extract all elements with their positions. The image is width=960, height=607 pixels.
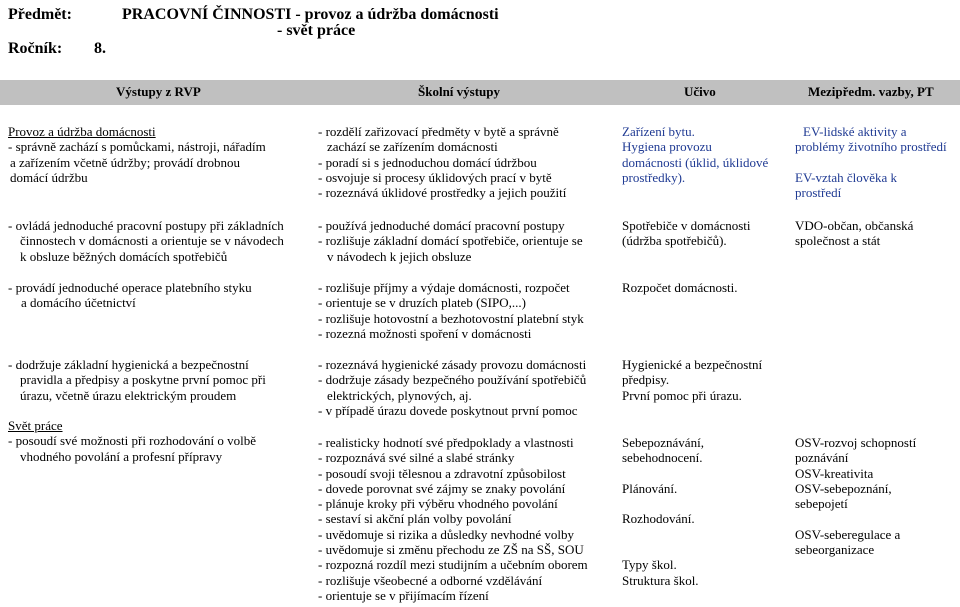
text-line: VDO-občan, občanská bbox=[795, 218, 914, 233]
text-line: sebepojetí bbox=[795, 496, 848, 512]
text-line: společnost a stát bbox=[795, 233, 881, 249]
text-line: Spotřebiče v domácnosti bbox=[622, 218, 751, 233]
section-heading: Svět práce bbox=[8, 418, 63, 434]
text-line: domácí údržbu bbox=[10, 169, 88, 185]
text-line: prostředky). bbox=[622, 169, 686, 185]
text-line: - poradí si s jednoduchou domácí údržbou bbox=[318, 154, 537, 170]
row-0-ucivo bbox=[622, 124, 768, 185]
text-line: - správně zachází s pomůckami, nástroji, nářadím bbox=[8, 139, 266, 155]
column-header-vazby: Mezipředm. vazby, PT bbox=[808, 84, 934, 99]
text-line: - dodržuje zásady bezpečného používání spotřebičů bbox=[318, 372, 587, 388]
text-line: Typy škol. bbox=[622, 557, 677, 573]
text-line: sebeorganizace bbox=[795, 542, 875, 558]
text-line: - rozlišuje hotovostní a bezhotovostní platební styk bbox=[318, 310, 584, 326]
row-4-ucivo bbox=[622, 435, 704, 588]
text-line: Hygiena provozu bbox=[622, 139, 712, 155]
row-1-ucivo bbox=[622, 218, 751, 249]
text-line: (údržba spotřebičů). bbox=[622, 233, 727, 249]
text-line: - orientuje se v druzích plateb (SIPO,...) bbox=[318, 295, 526, 311]
text-line: OSV-seberegulace a bbox=[795, 526, 901, 542]
subject-label: Předmět: bbox=[8, 6, 72, 23]
text-line: - rozpoznává své silné a slabé stránky bbox=[318, 450, 515, 466]
text-line: úrazu, včetně úrazu elektrickým proudem bbox=[20, 387, 237, 403]
text-line: - rozlišuje všeobecné a odborné vzdělávání bbox=[318, 572, 543, 588]
text-line: - rozeznává hygienické zásady provozu domácnosti bbox=[318, 357, 587, 372]
text-line: EV-lidské aktivity a bbox=[803, 124, 907, 139]
text-line: - rozlišuje příjmy a výdaje domácnosti, rozpočet bbox=[318, 280, 570, 295]
column-header-rvp: Výstupy z RVP bbox=[116, 84, 201, 99]
text-line: - uvědomuje si změnu přechodu ze ZŠ na SŠ, SOU bbox=[318, 542, 584, 558]
row-1-skolni bbox=[318, 218, 583, 264]
row-1-rvp bbox=[8, 218, 284, 264]
text-line: Rozpočet domácnosti. bbox=[622, 280, 738, 295]
text-line bbox=[622, 542, 704, 557]
text-line: - provádí jednoduché operace platebního styku bbox=[8, 280, 252, 295]
row-1-vazby bbox=[795, 218, 913, 249]
text-line: - rozeznává úklidové prostředky a jejich použití bbox=[318, 185, 567, 201]
text-line: - rozlišuje základní domácí spotřebiče, orientuje se bbox=[318, 233, 583, 249]
text-line: - dodržuje základní hygienická a bezpečnostní bbox=[8, 357, 249, 372]
text-line: zachází se zařízením domácnosti bbox=[327, 139, 498, 155]
row-3-ucivo bbox=[622, 357, 762, 403]
text-line: - posoudí své možnosti při rozhodování o volbě bbox=[8, 433, 257, 449]
text-line: - osvojuje si procesy úklidových prací v bytě bbox=[318, 169, 552, 185]
text-line: vhodného povolání a profesní přípravy bbox=[20, 448, 223, 464]
text-line: předpisy. bbox=[622, 372, 670, 388]
text-line: elektrických, plynových, aj. bbox=[327, 387, 472, 403]
text-line: OSV-kreativita bbox=[795, 465, 874, 481]
row-3-rvp bbox=[8, 357, 266, 464]
grade-value: 8. bbox=[94, 40, 106, 57]
text-line: - dovede porovnat své zájmy se znaky povolání bbox=[318, 480, 566, 496]
text-line: problémy životního prostředí bbox=[795, 139, 947, 155]
text-line: OSV-sebepoznání, bbox=[795, 480, 892, 496]
text-line: a domácího účetnictví bbox=[21, 295, 136, 311]
grade-label: Ročník: bbox=[8, 40, 63, 57]
text-line: - rozdělí zařizovací předměty v bytě a správně bbox=[318, 124, 559, 139]
subject-title: PRACOVNÍ ČINNOSTI - provoz a údržba domácnosti bbox=[122, 6, 499, 23]
text-line: - uvědomuje si rizika a důsledky nevhodné volby bbox=[318, 526, 574, 542]
text-line bbox=[795, 155, 947, 170]
text-line: - posoudí svoji tělesnou a zdravotní způsobilost bbox=[318, 465, 566, 481]
text-line: Sebepoznávání, bbox=[622, 435, 704, 450]
text-line: prostředí bbox=[795, 185, 842, 201]
section-heading: Provoz a údržba domácnosti bbox=[8, 124, 156, 139]
row-2-rvp bbox=[8, 280, 252, 311]
subject-subtitle: - svět práce bbox=[277, 22, 356, 39]
text-line: OSV-rozvoj schopností bbox=[795, 435, 917, 450]
row-4-skolni bbox=[318, 435, 588, 603]
text-line bbox=[8, 403, 266, 418]
text-line: - realisticky hodnotí své předpoklady a vlastnosti bbox=[318, 435, 574, 450]
row-3-skolni bbox=[318, 357, 586, 418]
column-header-skolni: Školní výstupy bbox=[418, 84, 501, 99]
row-2-skolni bbox=[318, 280, 584, 341]
row-0-skolni bbox=[318, 124, 566, 200]
text-line: činnostech v domácnosti a orientuje se v návodech bbox=[20, 233, 284, 249]
text-line: EV-vztah člověka k bbox=[795, 169, 898, 185]
text-line: - ovládá jednoduché pracovní postupy při základních bbox=[8, 218, 284, 233]
text-line: k obsluze běžných domácích spotřebičů bbox=[20, 248, 228, 264]
text-line: - rozpozná rozdíl mezi studijním a učebním oborem bbox=[318, 557, 588, 573]
text-line: sebehodnocení. bbox=[622, 450, 703, 466]
text-line bbox=[622, 466, 704, 481]
text-line: pravidla a předpisy a poskytne první pomoc při bbox=[20, 372, 266, 388]
text-line: - používá jednoduché domácí pracovní postupy bbox=[318, 218, 565, 233]
text-line: v návodech k jejich obsluze bbox=[327, 248, 472, 264]
text-line: a zařízením včetně údržby; provádí drobnou bbox=[10, 154, 240, 170]
text-line: Hygienické a bezpečnostní bbox=[622, 357, 763, 372]
text-line: První pomoc při úrazu. bbox=[622, 387, 742, 403]
text-line: Rozhodování. bbox=[622, 511, 695, 527]
text-line: - sestaví si akční plán volby povolání bbox=[318, 511, 512, 527]
text-line: Struktura škol. bbox=[622, 572, 699, 588]
text-line bbox=[795, 511, 916, 526]
text-line bbox=[622, 496, 704, 511]
text-line: poznávání bbox=[795, 450, 849, 466]
row-0-rvp bbox=[8, 124, 266, 185]
text-line bbox=[622, 527, 704, 542]
text-line: Plánování. bbox=[622, 480, 678, 496]
text-line: - orientuje se v přijímacím řízení bbox=[318, 587, 489, 603]
text-line: - v případě úrazu dovede poskytnout první pomoc bbox=[318, 402, 578, 418]
text-line: domácnosti (úklid, úklidové bbox=[622, 154, 769, 170]
text-line: - rozezná možnosti spoření v domácnosti bbox=[318, 325, 532, 341]
row-0-vazby bbox=[795, 124, 947, 200]
column-header-ucivo: Učivo bbox=[684, 84, 716, 99]
text-line: Zařízení bytu. bbox=[622, 124, 695, 139]
text-line: - plánuje kroky při výběru vhodného povolání bbox=[318, 496, 558, 512]
row-2-ucivo bbox=[622, 280, 738, 295]
row-4-vazby bbox=[795, 435, 916, 557]
